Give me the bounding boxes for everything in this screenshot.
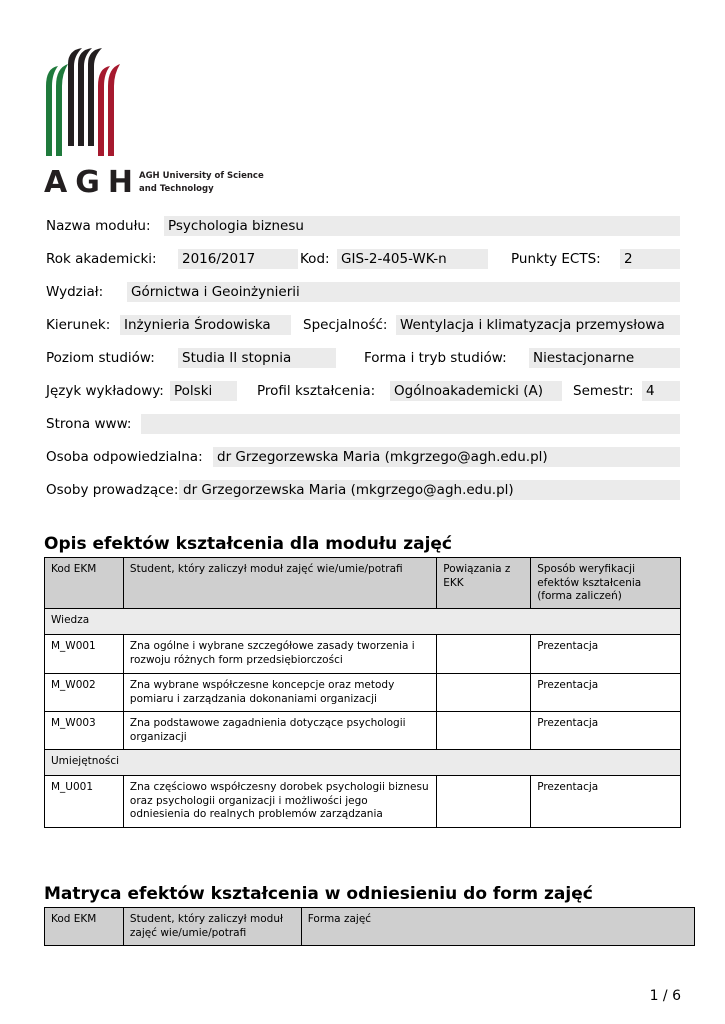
profil-value: Ogólnoakademicki (A) — [390, 381, 562, 401]
kierunek-label: Kierunek: — [46, 317, 111, 333]
ects-value: 2 — [620, 249, 680, 269]
row-powiazania — [437, 635, 531, 674]
opis-header-row — [45, 558, 681, 609]
row-kod: M_U001 — [45, 776, 124, 828]
www-value — [141, 414, 680, 434]
opis-header-kod: Kod EKM — [45, 558, 124, 609]
matryca-heading: Matryca efektów kształcenia w odniesieniu do form zajęć — [44, 884, 593, 904]
logo-line2: and Technology — [139, 184, 214, 194]
rok-label: Rok akademicki: — [46, 251, 157, 267]
wydzial-value: Górnictwa i Geoinżynierii — [127, 282, 680, 302]
prowadzace-label: Osoby prowadzące: — [46, 482, 179, 498]
semestr-label: Semestr: — [573, 383, 634, 399]
opis-header-powiazania: Powiązania z EKK — [437, 558, 531, 609]
logo-line1: AGH University of Science — [139, 171, 264, 181]
row-sposob: Prezentacja — [531, 674, 681, 712]
row-kod: M_W003 — [45, 712, 124, 750]
opis-header-sposob: Sposób weryfikacji efektów kształcenia (forma zaliczeń) — [531, 558, 681, 609]
matryca-header-student: Student, który zaliczył moduł zajęć wie/umie/potrafi — [123, 908, 301, 946]
row-opis: Zna podstawowe zagadnienia dotyczące psychologii organizacji — [123, 712, 436, 750]
row-opis: Zna wybrane współczesne koncepcje oraz metody pomiaru i zarządzania dokonaniami organizacji — [123, 674, 436, 712]
opis-table — [44, 557, 681, 828]
row-kod: M_W002 — [45, 674, 124, 712]
row-sposob: Prezentacja — [531, 712, 681, 750]
odpowiedzialna-label: Osoba odpowiedzialna: — [46, 449, 203, 465]
semestr-value: 4 — [642, 381, 680, 401]
row-kod: M_W001 — [45, 635, 124, 674]
table-row — [45, 776, 681, 828]
section-umiejetnosci-label: Umiejętności — [45, 750, 681, 776]
rok-value: 2016/2017 — [178, 249, 298, 269]
opis-heading: Opis efektów kształcenia dla modułu zajęć — [44, 534, 453, 554]
opis-header-student: Student, który zaliczył moduł zajęć wie/umie/potrafi — [123, 558, 436, 609]
logo-abbr: AGH — [44, 165, 141, 196]
jezyk-label: Język wykładowy: — [46, 383, 164, 399]
profil-label: Profil kształcenia: — [257, 383, 376, 399]
matryca-header-forma: Forma zajęć — [301, 908, 694, 946]
matryca-header-row — [45, 908, 695, 946]
nazwa-value: Psychologia biznesu — [164, 216, 680, 236]
kod-value: GIS-2-405-WK-n — [337, 249, 488, 269]
jezyk-value: Polski — [170, 381, 237, 401]
specjalnosc-label: Specjalność: — [303, 317, 388, 333]
specjalnosc-value: Wentylacja i klimatyzacja przemysłowa — [396, 315, 680, 335]
row-powiazania — [437, 776, 531, 828]
row-powiazania — [437, 712, 531, 750]
row-sposob: Prezentacja — [531, 635, 681, 674]
kod-label: Kod: — [300, 251, 330, 267]
matryca-header-kod: Kod EKM — [45, 908, 124, 946]
section-row-umiejetnosci — [45, 750, 681, 776]
row-sposob: Prezentacja — [531, 776, 681, 828]
section-row-wiedza — [45, 609, 681, 635]
table-row — [45, 635, 681, 674]
row-opis: Zna ogólne i wybrane szczegółowe zasady tworzenia i rozwoju różnych form przedsiębiorczości — [123, 635, 436, 674]
poziom-label: Poziom studiów: — [46, 350, 155, 366]
prowadzace-value: dr Grzegorzewska Maria (mkgrzego@agh.edu.pl) — [179, 480, 680, 500]
ects-label: Punkty ECTS: — [511, 251, 601, 267]
matryca-table — [44, 907, 695, 946]
poziom-value: Studia II stopnia — [178, 348, 336, 368]
table-row — [45, 712, 681, 750]
nazwa-label: Nazwa modułu: — [46, 218, 151, 234]
forma-label: Forma i tryb studiów: — [364, 350, 507, 366]
agh-logo — [44, 46, 274, 196]
forma-value: Niestacjonarne — [529, 348, 680, 368]
section-wiedza-label: Wiedza — [45, 609, 681, 635]
wydzial-label: Wydział: — [46, 284, 104, 300]
www-label: Strona www: — [46, 416, 132, 432]
page-number: 1 / 6 — [649, 988, 681, 1004]
row-opis: Zna częściowo współczesny dorobek psychologii biznesu oraz psychologii organizacji i możliwości jego odniesienia do realnych problemów zarządzania — [123, 776, 436, 828]
kierunek-value: Inżynieria Środowiska — [120, 315, 291, 335]
table-row — [45, 674, 681, 712]
agh-logo-mark-icon — [44, 46, 274, 196]
odpowiedzialna-value: dr Grzegorzewska Maria (mkgrzego@agh.edu.pl) — [213, 447, 680, 467]
row-powiazania — [437, 674, 531, 712]
